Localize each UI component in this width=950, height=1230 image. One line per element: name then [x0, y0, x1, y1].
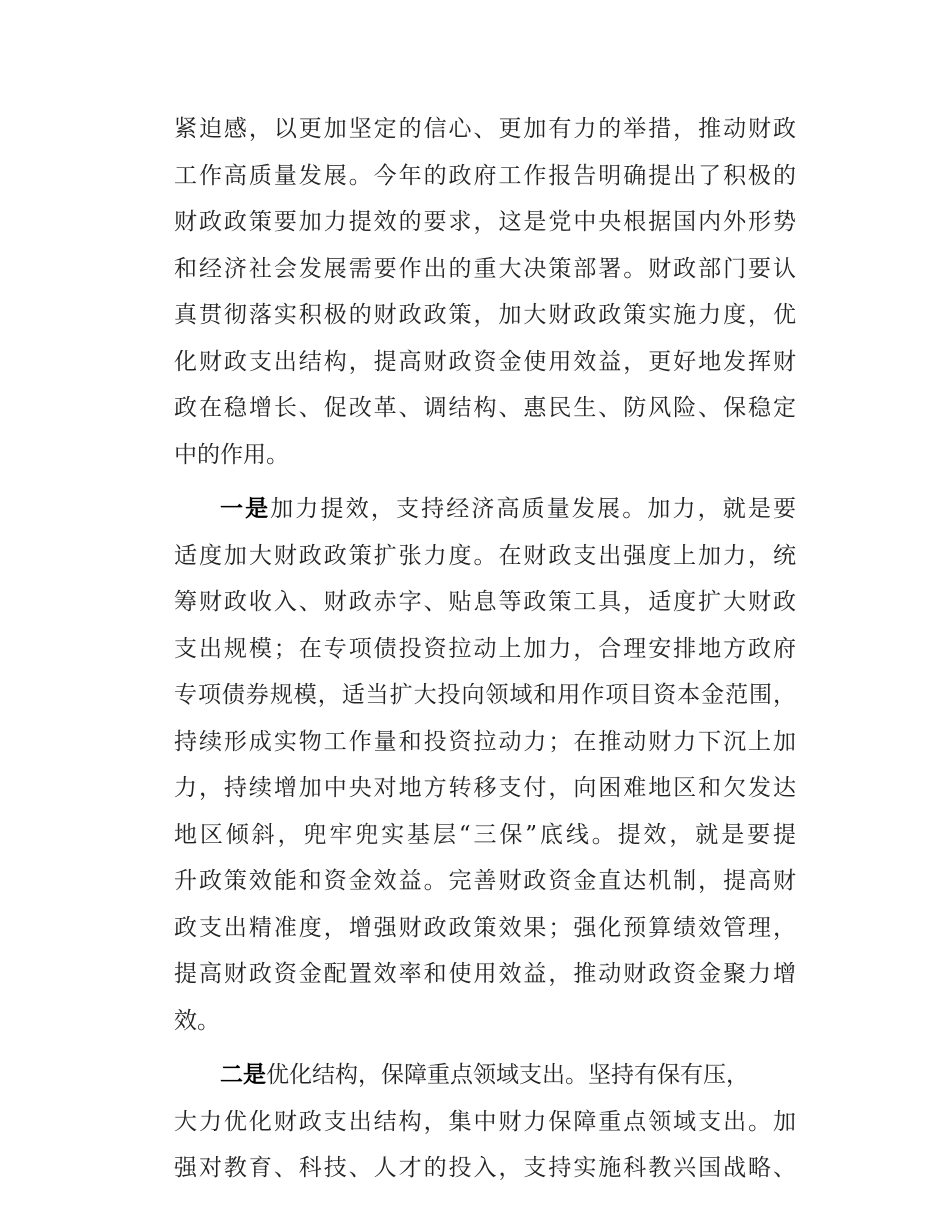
- text-line: 紧迫感，以更加坚定的信心、更加有力的举措，推动财政: [174, 116, 796, 142]
- text-line: 提高财政资金配置效率和使用效益，推动财政资金聚力增: [174, 961, 796, 987]
- paragraph-2: [174, 486, 796, 1044]
- text-line: 中的作用。: [174, 441, 289, 468]
- text-line: 强对教育、科技、人才的投入，支持实施科教兴国战略、: [174, 1155, 796, 1181]
- text-line: 政支出精准度，增强财政政策效果；强化预算绩效管理，: [174, 914, 796, 941]
- paragraph-lead: 二是: [220, 1062, 266, 1088]
- text-line: 适度加大财政政策扩张力度。在财政支出强度上加力，统: [174, 542, 796, 569]
- paragraph-first-line: [174, 486, 796, 533]
- text-line: 财政政策要加力提效的要求，这是党中央根据国内外形势: [174, 209, 796, 235]
- text-line: 政在稳增长、促改革、调结构、惠民生、防风险、保稳定: [174, 395, 796, 421]
- document-body: [174, 106, 796, 1192]
- paragraph-gap: [174, 478, 796, 486]
- text-line: 效。: [174, 1007, 220, 1034]
- text-line: 力，持续增加中央对地方转移支付，向困难地区和欠发达: [174, 775, 796, 801]
- text-line: 升政策效能和资金效益。完善财政资金直达机制，提高财: [174, 868, 796, 894]
- text-run: 优化结构，保障重点领域支出。坚持有保有压，: [266, 1062, 749, 1088]
- text-line: 真贯彻落实积极的财政政策，加大财政政策实施力度，优: [174, 302, 796, 328]
- text-line: 筹财政收入、财政赤字、贴息等政策工具，适度扩大财政: [174, 589, 796, 615]
- paragraph-first-line: [174, 1052, 796, 1099]
- text-line: 地区倾斜，兜牢兜实基层“三保”底线。提效，就是要提: [174, 821, 796, 848]
- text-line: 持续形成实物工作量和投资拉动力；在推动财力下沉上加: [174, 728, 796, 755]
- paragraph-1: [174, 106, 796, 478]
- text-line: 支出规模；在专项债投资拉动上加力，合理安排地方政府: [174, 635, 796, 662]
- text-line: 大力优化财政支出结构，集中财力保障重点领域支出。加: [174, 1108, 796, 1135]
- paragraph-lead: 一是: [220, 496, 271, 522]
- text-line: 专项债券规模，适当扩大投向领域和用作项目资本金范围，: [174, 682, 796, 708]
- paragraph-gap: [174, 1044, 796, 1052]
- paragraph-3: [174, 1052, 796, 1192]
- text-line: 工作高质量发展。今年的政府工作报告明确提出了积极的: [174, 162, 796, 189]
- text-line: 和经济社会发展需要作出的重大决策部署。财政部门要认: [174, 255, 796, 282]
- text-line: 化财政支出结构，提高财政资金使用效益，更好地发挥财: [174, 348, 796, 375]
- text-run: 加力提效，支持经济高质量发展。加力，就是要: [270, 496, 797, 522]
